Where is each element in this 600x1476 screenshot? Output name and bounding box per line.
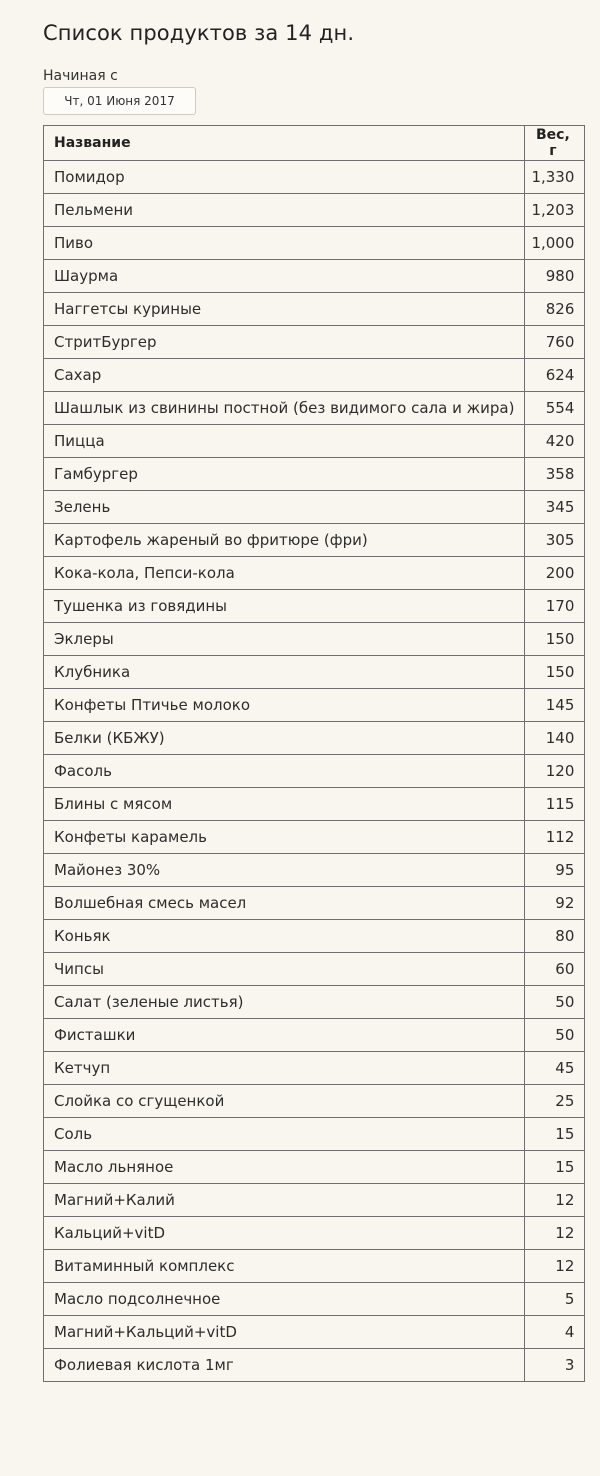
product-weight-cell: 345 — [525, 491, 585, 524]
table-row — [44, 656, 585, 689]
product-name-cell: Тушенка из говядины — [44, 590, 525, 623]
product-weight-cell: 60 — [525, 953, 585, 986]
product-name-cell: Пиво — [44, 227, 525, 260]
product-name-cell: Слойка со сгущенкой — [44, 1085, 525, 1118]
product-weight-cell: 150 — [525, 623, 585, 656]
table-row — [44, 491, 585, 524]
table-body — [44, 161, 585, 1382]
product-weight-cell: 115 — [525, 788, 585, 821]
product-name-cell: Гамбургер — [44, 458, 525, 491]
table-row — [44, 293, 585, 326]
product-name-cell: Клубника — [44, 656, 525, 689]
table-row — [44, 821, 585, 854]
product-name-cell: Масло подсолнечное — [44, 1283, 525, 1316]
product-weight-cell: 15 — [525, 1118, 585, 1151]
table-row — [44, 326, 585, 359]
table-row — [44, 161, 585, 194]
product-name-cell: Белки (КБЖУ) — [44, 722, 525, 755]
table-row — [44, 1283, 585, 1316]
product-weight-cell: 50 — [525, 986, 585, 1019]
product-weight-cell: 5 — [525, 1283, 585, 1316]
product-name-cell: Пицца — [44, 425, 525, 458]
table-row — [44, 755, 585, 788]
product-weight-cell: 1,203 — [525, 194, 585, 227]
products-table — [43, 125, 585, 1382]
product-weight-cell: 45 — [525, 1052, 585, 1085]
table-row — [44, 227, 585, 260]
product-weight-cell: 826 — [525, 293, 585, 326]
table-row — [44, 1085, 585, 1118]
product-name-cell: Зелень — [44, 491, 525, 524]
product-name-cell: Волшебная смесь масел — [44, 887, 525, 920]
table-row — [44, 425, 585, 458]
product-name-cell: Магний+Калий — [44, 1184, 525, 1217]
product-weight-cell: 112 — [525, 821, 585, 854]
product-name-cell: Конфеты Птичье молоко — [44, 689, 525, 722]
product-weight-cell: 358 — [525, 458, 585, 491]
table-row — [44, 689, 585, 722]
table-row — [44, 1052, 585, 1085]
product-name-cell: Картофель жареный во фритюре (фри) — [44, 524, 525, 557]
table-row — [44, 920, 585, 953]
product-weight-cell: 624 — [525, 359, 585, 392]
product-name-cell: Наггетсы куриные — [44, 293, 525, 326]
table-row — [44, 623, 585, 656]
product-weight-cell: 12 — [525, 1250, 585, 1283]
table-row — [44, 1118, 585, 1151]
table-row — [44, 524, 585, 557]
table-header-row — [44, 126, 585, 161]
table-row — [44, 1316, 585, 1349]
column-header-weight[interactable]: Вес, г — [525, 126, 585, 161]
table-row — [44, 1349, 585, 1382]
product-weight-cell: 12 — [525, 1217, 585, 1250]
table-row — [44, 1184, 585, 1217]
table-row — [44, 953, 585, 986]
product-weight-cell: 1,330 — [525, 161, 585, 194]
product-name-cell: Витаминный комплекс — [44, 1250, 525, 1283]
product-name-cell: Эклеры — [44, 623, 525, 656]
product-name-cell: Шаурма — [44, 260, 525, 293]
product-weight-cell: 95 — [525, 854, 585, 887]
product-name-cell: Шашлык из свинины постной (без видимого сала и жира) — [44, 392, 525, 425]
product-weight-cell: 980 — [525, 260, 585, 293]
product-name-cell: Майонез 30% — [44, 854, 525, 887]
table-row — [44, 854, 585, 887]
table-row — [44, 260, 585, 293]
table-row — [44, 1151, 585, 1184]
start-date-picker[interactable]: Чт, 01 Июня 2017 — [43, 87, 196, 115]
table-row — [44, 458, 585, 491]
product-weight-cell: 15 — [525, 1151, 585, 1184]
product-name-cell: Магний+Кальций+vitD — [44, 1316, 525, 1349]
table-row — [44, 1019, 585, 1052]
product-name-cell: Конфеты карамель — [44, 821, 525, 854]
product-name-cell: Кальций+vitD — [44, 1217, 525, 1250]
column-header-name[interactable]: Название — [44, 126, 525, 161]
product-name-cell: Соль — [44, 1118, 525, 1151]
product-weight-cell: 420 — [525, 425, 585, 458]
product-weight-cell: 120 — [525, 755, 585, 788]
product-weight-cell: 150 — [525, 656, 585, 689]
product-weight-cell: 1,000 — [525, 227, 585, 260]
table-row — [44, 359, 585, 392]
product-name-cell: Помидор — [44, 161, 525, 194]
product-weight-cell: 554 — [525, 392, 585, 425]
product-weight-cell: 25 — [525, 1085, 585, 1118]
table-row — [44, 986, 585, 1019]
product-weight-cell: 200 — [525, 557, 585, 590]
product-name-cell: Масло льняное — [44, 1151, 525, 1184]
table-row — [44, 722, 585, 755]
product-weight-cell: 12 — [525, 1184, 585, 1217]
product-weight-cell: 92 — [525, 887, 585, 920]
product-name-cell: Фисташки — [44, 1019, 525, 1052]
table-row — [44, 194, 585, 227]
table-row — [44, 392, 585, 425]
product-name-cell: Коньяк — [44, 920, 525, 953]
table-row — [44, 788, 585, 821]
product-name-cell: Пельмени — [44, 194, 525, 227]
table-row — [44, 1250, 585, 1283]
product-weight-cell: 170 — [525, 590, 585, 623]
product-name-cell: Блины с мясом — [44, 788, 525, 821]
product-name-cell: Сахар — [44, 359, 525, 392]
product-weight-cell: 80 — [525, 920, 585, 953]
table-row — [44, 1217, 585, 1250]
product-name-cell: Салат (зеленые листья) — [44, 986, 525, 1019]
product-weight-cell: 3 — [525, 1349, 585, 1382]
table-row — [44, 887, 585, 920]
product-weight-cell: 145 — [525, 689, 585, 722]
product-name-cell: Фолиевая кислота 1мг — [44, 1349, 525, 1382]
product-name-cell: Фасоль — [44, 755, 525, 788]
table-row — [44, 557, 585, 590]
product-weight-cell: 50 — [525, 1019, 585, 1052]
start-date-label: Начиная с — [43, 68, 118, 84]
product-weight-cell: 4 — [525, 1316, 585, 1349]
product-name-cell: Кетчуп — [44, 1052, 525, 1085]
product-name-cell: Кока-кола, Пепси-кола — [44, 557, 525, 590]
product-name-cell: Чипсы — [44, 953, 525, 986]
product-weight-cell: 140 — [525, 722, 585, 755]
page-title: Список продуктов за 14 дн. — [43, 21, 355, 45]
product-weight-cell: 760 — [525, 326, 585, 359]
product-weight-cell: 305 — [525, 524, 585, 557]
product-name-cell: СтритБургер — [44, 326, 525, 359]
table-row — [44, 590, 585, 623]
